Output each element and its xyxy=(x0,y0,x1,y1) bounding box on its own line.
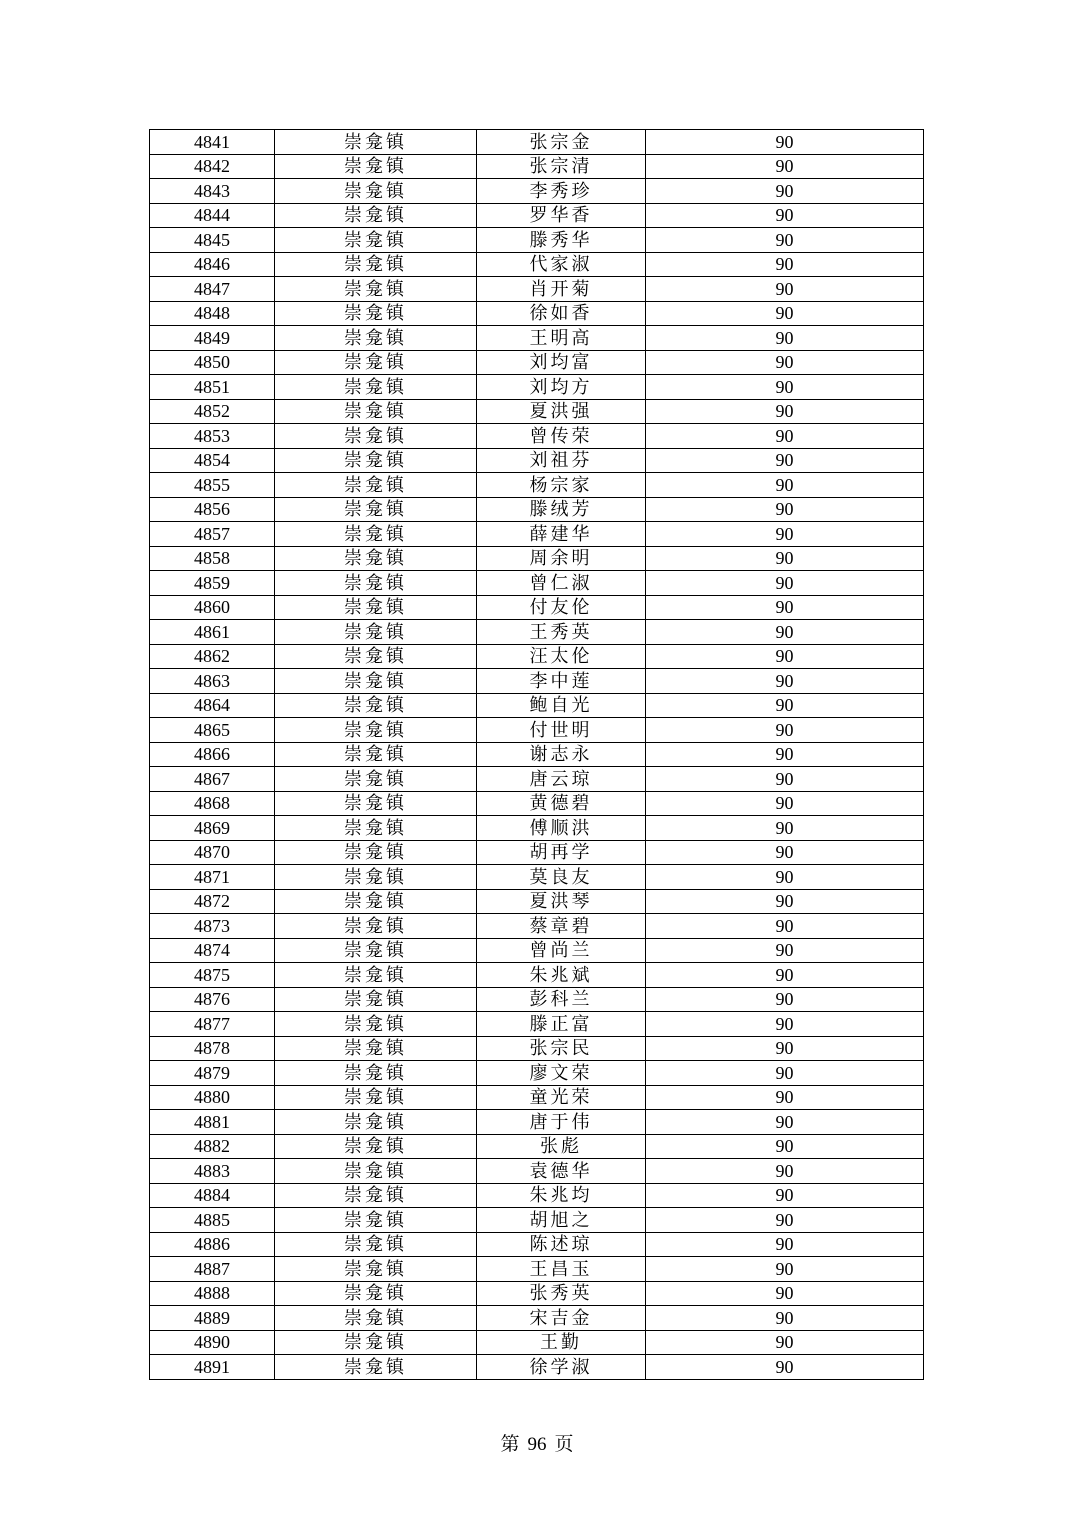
cell-name: 李秀珍 xyxy=(477,179,646,204)
footer-prefix: 第 xyxy=(500,1434,520,1455)
cell-value: 90 xyxy=(646,1355,924,1380)
table-row xyxy=(150,1159,924,1184)
cell-number: 4857 xyxy=(150,522,275,547)
cell-number: 4845 xyxy=(150,228,275,253)
cell-town: 崇龛镇 xyxy=(275,644,477,669)
cell-value: 90 xyxy=(646,742,924,767)
cell-town: 崇龛镇 xyxy=(275,963,477,988)
cell-value: 90 xyxy=(646,522,924,547)
cell-value: 90 xyxy=(646,375,924,400)
cell-value: 90 xyxy=(646,326,924,351)
cell-number: 4883 xyxy=(150,1159,275,1184)
table-row xyxy=(150,1257,924,1282)
cell-value: 90 xyxy=(646,620,924,645)
cell-value: 90 xyxy=(646,448,924,473)
cell-number: 4843 xyxy=(150,179,275,204)
cell-number: 4851 xyxy=(150,375,275,400)
cell-town: 崇龛镇 xyxy=(275,252,477,277)
cell-number: 4855 xyxy=(150,473,275,498)
cell-town: 崇龛镇 xyxy=(275,130,477,155)
cell-number: 4844 xyxy=(150,203,275,228)
cell-number: 4868 xyxy=(150,791,275,816)
cell-town: 崇龛镇 xyxy=(275,546,477,571)
table-row xyxy=(150,938,924,963)
cell-value: 90 xyxy=(646,1208,924,1233)
cell-number: 4853 xyxy=(150,424,275,449)
cell-value: 90 xyxy=(646,1183,924,1208)
table-row xyxy=(150,914,924,939)
table-row xyxy=(150,522,924,547)
cell-number: 4846 xyxy=(150,252,275,277)
cell-number: 4885 xyxy=(150,1208,275,1233)
cell-town: 崇龛镇 xyxy=(275,448,477,473)
cell-value: 90 xyxy=(646,473,924,498)
cell-number: 4867 xyxy=(150,767,275,792)
cell-town: 崇龛镇 xyxy=(275,1257,477,1282)
cell-value: 90 xyxy=(646,179,924,204)
cell-name: 胡再学 xyxy=(477,840,646,865)
cell-name: 杨宗家 xyxy=(477,473,646,498)
cell-town: 崇龛镇 xyxy=(275,595,477,620)
cell-name: 曾传荣 xyxy=(477,424,646,449)
table-row xyxy=(150,448,924,473)
cell-name: 罗华香 xyxy=(477,203,646,228)
cell-value: 90 xyxy=(646,840,924,865)
cell-number: 4890 xyxy=(150,1330,275,1355)
cell-name: 刘均方 xyxy=(477,375,646,400)
cell-name: 张秀英 xyxy=(477,1281,646,1306)
cell-name: 童光荣 xyxy=(477,1085,646,1110)
cell-number: 4887 xyxy=(150,1257,275,1282)
cell-town: 崇龛镇 xyxy=(275,1232,477,1257)
cell-name: 曾尚兰 xyxy=(477,938,646,963)
table-row xyxy=(150,571,924,596)
table-row xyxy=(150,375,924,400)
cell-name: 张宗清 xyxy=(477,154,646,179)
cell-town: 崇龛镇 xyxy=(275,203,477,228)
cell-value: 90 xyxy=(646,301,924,326)
cell-name: 王昌玉 xyxy=(477,1257,646,1282)
table-row xyxy=(150,301,924,326)
table-row xyxy=(150,130,924,155)
cell-name: 张彪 xyxy=(477,1134,646,1159)
cell-name: 彭科兰 xyxy=(477,987,646,1012)
cell-name: 王秀英 xyxy=(477,620,646,645)
cell-town: 崇龛镇 xyxy=(275,228,477,253)
cell-name: 李中莲 xyxy=(477,669,646,694)
cell-name: 肖开菊 xyxy=(477,277,646,302)
table-row xyxy=(150,497,924,522)
cell-name: 薛建华 xyxy=(477,522,646,547)
cell-name: 王勤 xyxy=(477,1330,646,1355)
cell-value: 90 xyxy=(646,252,924,277)
cell-name: 唐于伟 xyxy=(477,1110,646,1135)
cell-name: 宋吉金 xyxy=(477,1306,646,1331)
cell-value: 90 xyxy=(646,399,924,424)
cell-name: 夏洪琴 xyxy=(477,889,646,914)
cell-number: 4888 xyxy=(150,1281,275,1306)
table-row xyxy=(150,546,924,571)
table-row xyxy=(150,1061,924,1086)
cell-number: 4856 xyxy=(150,497,275,522)
cell-number: 4859 xyxy=(150,571,275,596)
cell-value: 90 xyxy=(646,1281,924,1306)
table-row xyxy=(150,1085,924,1110)
cell-number: 4848 xyxy=(150,301,275,326)
cell-number: 4881 xyxy=(150,1110,275,1135)
cell-town: 崇龛镇 xyxy=(275,767,477,792)
page-footer xyxy=(0,1429,1074,1456)
table-body xyxy=(150,130,924,1380)
cell-town: 崇龛镇 xyxy=(275,840,477,865)
cell-name: 王明高 xyxy=(477,326,646,351)
cell-name: 曾仁淑 xyxy=(477,571,646,596)
cell-town: 崇龛镇 xyxy=(275,1208,477,1233)
cell-value: 90 xyxy=(646,203,924,228)
cell-value: 90 xyxy=(646,350,924,375)
table-row xyxy=(150,987,924,1012)
footer-suffix: 页 xyxy=(554,1434,574,1455)
cell-number: 4849 xyxy=(150,326,275,351)
cell-value: 90 xyxy=(646,1110,924,1135)
cell-name: 刘均富 xyxy=(477,350,646,375)
cell-number: 4869 xyxy=(150,816,275,841)
cell-value: 90 xyxy=(646,1232,924,1257)
cell-number: 4872 xyxy=(150,889,275,914)
cell-number: 4886 xyxy=(150,1232,275,1257)
cell-number: 4860 xyxy=(150,595,275,620)
cell-name: 唐云琼 xyxy=(477,767,646,792)
cell-name: 滕绒芳 xyxy=(477,497,646,522)
cell-town: 崇龛镇 xyxy=(275,889,477,914)
cell-town: 崇龛镇 xyxy=(275,938,477,963)
table-row xyxy=(150,473,924,498)
cell-town: 崇龛镇 xyxy=(275,987,477,1012)
table-row xyxy=(150,1355,924,1380)
cell-number: 4889 xyxy=(150,1306,275,1331)
cell-name: 付世明 xyxy=(477,718,646,743)
cell-town: 崇龛镇 xyxy=(275,742,477,767)
cell-town: 崇龛镇 xyxy=(275,865,477,890)
table-row xyxy=(150,203,924,228)
cell-value: 90 xyxy=(646,546,924,571)
cell-number: 4870 xyxy=(150,840,275,865)
cell-value: 90 xyxy=(646,987,924,1012)
cell-number: 4858 xyxy=(150,546,275,571)
cell-town: 崇龛镇 xyxy=(275,375,477,400)
cell-number: 4854 xyxy=(150,448,275,473)
table-row xyxy=(150,669,924,694)
cell-number: 4865 xyxy=(150,718,275,743)
cell-town: 崇龛镇 xyxy=(275,693,477,718)
cell-name: 胡旭之 xyxy=(477,1208,646,1233)
cell-name: 滕秀华 xyxy=(477,228,646,253)
table-row xyxy=(150,1110,924,1135)
table-row xyxy=(150,424,924,449)
cell-value: 90 xyxy=(646,1257,924,1282)
cell-number: 4861 xyxy=(150,620,275,645)
table-row xyxy=(150,154,924,179)
table-row xyxy=(150,1134,924,1159)
cell-town: 崇龛镇 xyxy=(275,914,477,939)
cell-town: 崇龛镇 xyxy=(275,1159,477,1184)
cell-number: 4842 xyxy=(150,154,275,179)
cell-value: 90 xyxy=(646,154,924,179)
cell-value: 90 xyxy=(646,644,924,669)
cell-town: 崇龛镇 xyxy=(275,1281,477,1306)
cell-number: 4863 xyxy=(150,669,275,694)
cell-name: 周余明 xyxy=(477,546,646,571)
cell-value: 90 xyxy=(646,1306,924,1331)
cell-town: 崇龛镇 xyxy=(275,399,477,424)
cell-value: 90 xyxy=(646,889,924,914)
table-row xyxy=(150,228,924,253)
cell-name: 滕正富 xyxy=(477,1012,646,1037)
table-row xyxy=(150,963,924,988)
cell-value: 90 xyxy=(646,1134,924,1159)
cell-town: 崇龛镇 xyxy=(275,179,477,204)
cell-value: 90 xyxy=(646,791,924,816)
cell-town: 崇龛镇 xyxy=(275,1306,477,1331)
table-row xyxy=(150,1036,924,1061)
cell-name: 徐如香 xyxy=(477,301,646,326)
cell-town: 崇龛镇 xyxy=(275,1012,477,1037)
cell-number: 4850 xyxy=(150,350,275,375)
cell-value: 90 xyxy=(646,497,924,522)
table-row xyxy=(150,693,924,718)
cell-value: 90 xyxy=(646,669,924,694)
cell-number: 4864 xyxy=(150,693,275,718)
table-row xyxy=(150,1330,924,1355)
table-row xyxy=(150,1183,924,1208)
cell-number: 4847 xyxy=(150,277,275,302)
cell-town: 崇龛镇 xyxy=(275,350,477,375)
cell-value: 90 xyxy=(646,1085,924,1110)
table-row xyxy=(150,1281,924,1306)
table-row xyxy=(150,840,924,865)
cell-name: 廖文荣 xyxy=(477,1061,646,1086)
table-row xyxy=(150,742,924,767)
cell-town: 崇龛镇 xyxy=(275,497,477,522)
table-row xyxy=(150,1232,924,1257)
cell-value: 90 xyxy=(646,1012,924,1037)
cell-town: 崇龛镇 xyxy=(275,669,477,694)
cell-value: 90 xyxy=(646,130,924,155)
table-row xyxy=(150,718,924,743)
cell-value: 90 xyxy=(646,277,924,302)
cell-number: 4862 xyxy=(150,644,275,669)
cell-town: 崇龛镇 xyxy=(275,791,477,816)
cell-number: 4884 xyxy=(150,1183,275,1208)
cell-value: 90 xyxy=(646,1036,924,1061)
table-row xyxy=(150,252,924,277)
cell-value: 90 xyxy=(646,816,924,841)
cell-name: 刘祖芬 xyxy=(477,448,646,473)
table-row xyxy=(150,889,924,914)
cell-town: 崇龛镇 xyxy=(275,1355,477,1380)
cell-value: 90 xyxy=(646,1159,924,1184)
cell-value: 90 xyxy=(646,693,924,718)
cell-value: 90 xyxy=(646,865,924,890)
cell-value: 90 xyxy=(646,1330,924,1355)
data-table xyxy=(149,129,924,1380)
cell-town: 崇龛镇 xyxy=(275,571,477,596)
cell-name: 黄德碧 xyxy=(477,791,646,816)
table-row xyxy=(150,620,924,645)
table-row xyxy=(150,865,924,890)
cell-value: 90 xyxy=(646,1061,924,1086)
cell-name: 夏洪强 xyxy=(477,399,646,424)
cell-number: 4852 xyxy=(150,399,275,424)
cell-number: 4874 xyxy=(150,938,275,963)
cell-name: 鲍自光 xyxy=(477,693,646,718)
cell-name: 代家淑 xyxy=(477,252,646,277)
cell-name: 朱兆均 xyxy=(477,1183,646,1208)
table-row xyxy=(150,767,924,792)
cell-number: 4880 xyxy=(150,1085,275,1110)
cell-value: 90 xyxy=(646,228,924,253)
cell-town: 崇龛镇 xyxy=(275,620,477,645)
cell-town: 崇龛镇 xyxy=(275,1110,477,1135)
cell-number: 4866 xyxy=(150,742,275,767)
cell-number: 4877 xyxy=(150,1012,275,1037)
cell-name: 陈述琼 xyxy=(477,1232,646,1257)
cell-name: 谢志永 xyxy=(477,742,646,767)
cell-value: 90 xyxy=(646,963,924,988)
cell-town: 崇龛镇 xyxy=(275,277,477,302)
cell-number: 4878 xyxy=(150,1036,275,1061)
cell-value: 90 xyxy=(646,595,924,620)
table-row xyxy=(150,1012,924,1037)
table-row xyxy=(150,816,924,841)
cell-number: 4873 xyxy=(150,914,275,939)
cell-town: 崇龛镇 xyxy=(275,1085,477,1110)
cell-value: 90 xyxy=(646,718,924,743)
cell-number: 4891 xyxy=(150,1355,275,1380)
cell-town: 崇龛镇 xyxy=(275,301,477,326)
table-row xyxy=(150,791,924,816)
cell-town: 崇龛镇 xyxy=(275,473,477,498)
cell-town: 崇龛镇 xyxy=(275,1061,477,1086)
cell-name: 张宗金 xyxy=(477,130,646,155)
cell-town: 崇龛镇 xyxy=(275,816,477,841)
cell-value: 90 xyxy=(646,938,924,963)
cell-number: 4879 xyxy=(150,1061,275,1086)
table-row xyxy=(150,350,924,375)
table-row xyxy=(150,277,924,302)
table-row xyxy=(150,179,924,204)
cell-number: 4882 xyxy=(150,1134,275,1159)
table-row xyxy=(150,644,924,669)
cell-value: 90 xyxy=(646,424,924,449)
cell-town: 崇龛镇 xyxy=(275,1134,477,1159)
cell-number: 4871 xyxy=(150,865,275,890)
cell-value: 90 xyxy=(646,571,924,596)
cell-name: 付友伦 xyxy=(477,595,646,620)
cell-name: 袁德华 xyxy=(477,1159,646,1184)
cell-name: 张宗民 xyxy=(477,1036,646,1061)
cell-name: 莫良友 xyxy=(477,865,646,890)
cell-town: 崇龛镇 xyxy=(275,424,477,449)
cell-name: 徐学淑 xyxy=(477,1355,646,1380)
cell-name: 傅顺洪 xyxy=(477,816,646,841)
cell-town: 崇龛镇 xyxy=(275,1330,477,1355)
table-row xyxy=(150,1208,924,1233)
cell-town: 崇龛镇 xyxy=(275,1183,477,1208)
cell-number: 4875 xyxy=(150,963,275,988)
cell-value: 90 xyxy=(646,767,924,792)
cell-name: 朱兆斌 xyxy=(477,963,646,988)
cell-name: 蔡章碧 xyxy=(477,914,646,939)
cell-town: 崇龛镇 xyxy=(275,522,477,547)
cell-town: 崇龛镇 xyxy=(275,718,477,743)
table-row xyxy=(150,399,924,424)
table-row xyxy=(150,326,924,351)
cell-name: 汪太伦 xyxy=(477,644,646,669)
table-row xyxy=(150,595,924,620)
cell-town: 崇龛镇 xyxy=(275,326,477,351)
table-row xyxy=(150,1306,924,1331)
cell-value: 90 xyxy=(646,914,924,939)
cell-number: 4876 xyxy=(150,987,275,1012)
page-number: 96 xyxy=(527,1434,547,1455)
cell-town: 崇龛镇 xyxy=(275,1036,477,1061)
cell-number: 4841 xyxy=(150,130,275,155)
cell-town: 崇龛镇 xyxy=(275,154,477,179)
